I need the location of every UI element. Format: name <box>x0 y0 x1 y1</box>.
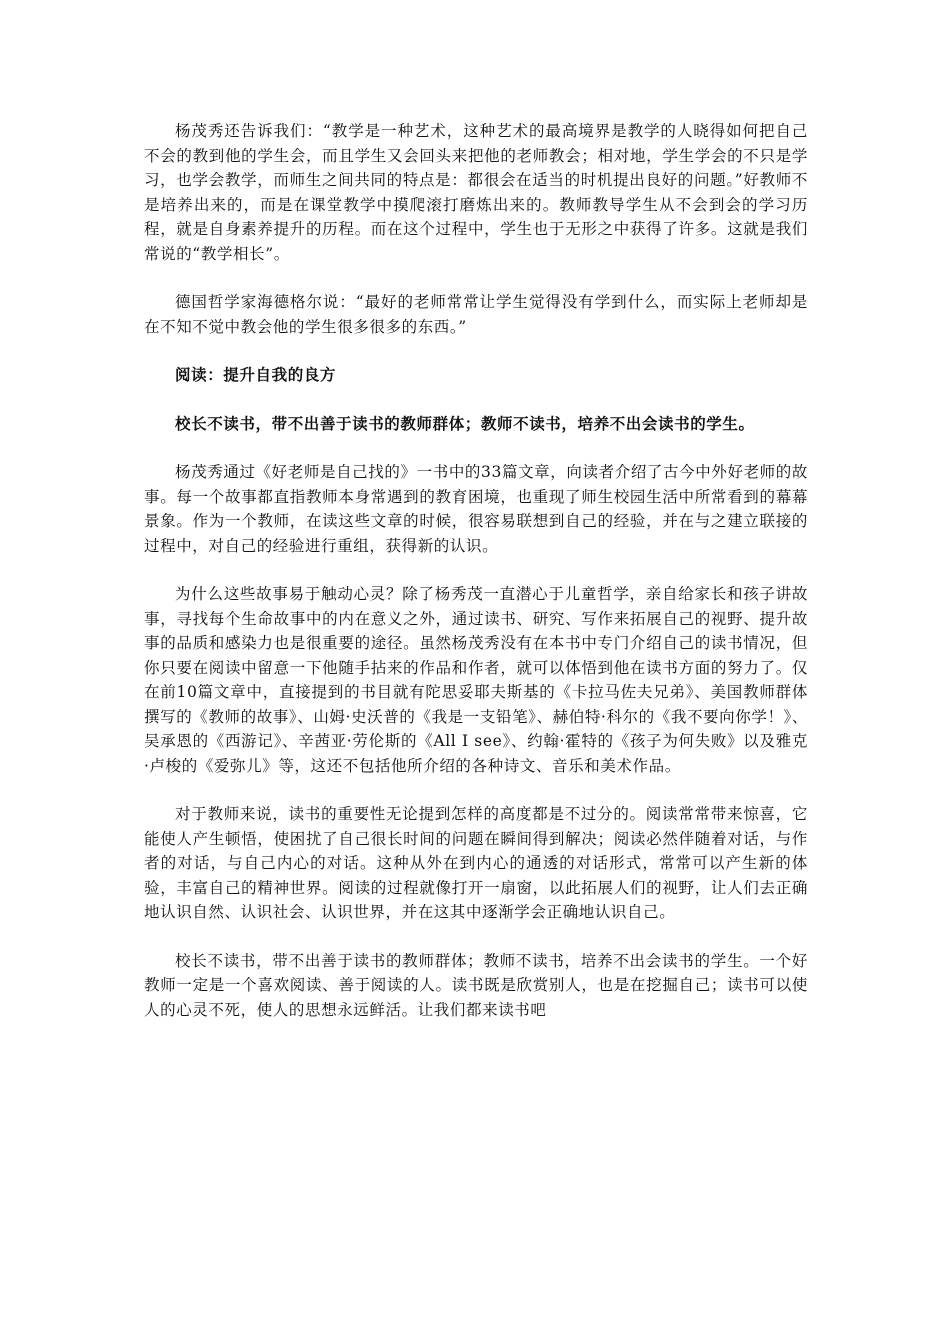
paragraph-book-intro: 杨茂秀通过《好老师是自己找的》一书中的33篇文章，向读者介绍了古今中外好老师的故事。每一个故事都直指教师本身常遇到的教育困境，也重现了师生校园生活中所常看到的幕幕景象。作为一个教师，在读这些文章的时候，很容易联想到自己的经验，并在与之建立联接的过程中，对自己的经验进行重组，获得新的认识。 <box>144 463 808 555</box>
paragraph-teaching-art: 杨茂秀还告诉我们：“教学是一种艺术，这种艺术的最高境界是教学的人晓得如何把自己不会的教到他的学生会，而且学生又会回头来把他的老师教会；相对地，学生学会的不只是学习，也学会教学，而师生之间共同的特点是：都很会在适当的时机提出良好的问题。”好教师不是培养出来的，而是在课堂教学中摸爬滚打磨炼出来的。教师教导学生从不会到会的学习历程，就是自身素养提升的历程。而在这个过程中，学生也于无形之中获得了许多。这就是我们常说的“教学相长”。 <box>144 122 808 263</box>
paragraph-why-stories: 为什么这些故事易于触动心灵？除了杨秀茂一直潜心于儿童哲学，亲自给家长和孩子讲故事，寻找每个生命故事中的内在意义之外，通过读书、研究、写作来拓展自己的视野、提升故事的品质和感染力也是很重要的途径。虽然杨茂秀没有在本书中专门介绍自己的读书情况，但你只要在阅读中留意一下他随手拈来的作品和作者，就可以体悟到他在读书方面的努力了。仅在前10篇文章中，直接提到的书目就有陀思妥耶夫斯基的《卡拉马佐夫兄弟》、美国教师群体撰写的《教师的故事》、山姆·史沃普的《我是一支铅笔》、赫伯特·科尔的《我不要向你学！》、吴承恩的《西游记》、辛茜亚·劳伦斯的《All I see》、约翰·霍特的《孩子为何失败》以及雅克·卢梭的《爱弥儿》等，这还不包括他所介绍的各种诗文、音乐和美术作品。 <box>144 585 809 775</box>
paragraph-conclusion: 校长不读书，带不出善于读书的教师群体；教师不读书，培养不出会读书的学生。一个好教师一定是一个喜欢阅读、善于阅读的人。读书既是欣赏别人，也是在挖掘自己；读书可以使人的心灵不死，使人的思想永远鲜活。让我们都来读书吧 <box>144 951 808 1019</box>
document-body <box>144 119 808 1046</box>
paragraph-heidegger-quote: 德国哲学家海德格尔说：“最好的老师常常让学生觉得没有学到什么，而实际上老师却是在不知不觉中教会他的学生很多很多的东西。” <box>144 293 808 336</box>
paragraph-importance-reading: 对于教师来说，读书的重要性无论提到怎样的高度都是不过分的。阅读常常带来惊喜，它能使人产生顿悟，使困扰了自己很长时间的问题在瞬间得到解决；阅读必然伴随着对话，与作者的对话，与自己内心的对话。这种从外在到内心的通透的对话形式，常常可以产生新的体验，丰富自己的精神世界。阅读的过程就像打开一扇窗，以此拓展人们的视野，让人们去正确地认识自然、认识社会、认识世界，并在这其中逐渐学会正确地认识自己。 <box>144 805 808 921</box>
section-heading: 阅读：提升自我的良方 <box>175 365 337 384</box>
bold-statement: 校长不读书，带不出善于读书的教师群体；教师不读书，培养不出会读书的学生。 <box>175 413 755 433</box>
